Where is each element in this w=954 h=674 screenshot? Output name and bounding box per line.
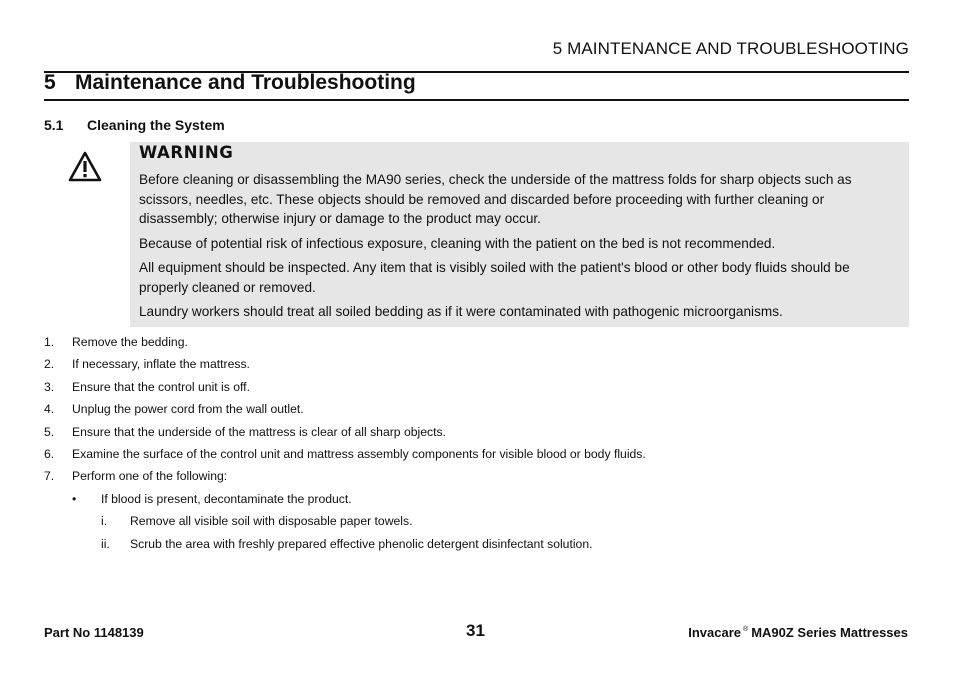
substep-item: [44, 510, 914, 532]
warning-box: [130, 142, 909, 327]
step-text: Ensure that the control unit is off.: [72, 379, 250, 394]
section-title: Cleaning the System: [87, 117, 225, 133]
footer-brand: Invacare: [688, 625, 742, 640]
footer-product-name: MA90Z Series Mattresses: [751, 625, 908, 640]
list-item: [44, 443, 914, 465]
step-text: Ensure that the underside of the mattress is clear of all sharp objects.: [72, 424, 446, 439]
procedure-steps: [44, 331, 914, 555]
step-number: 1.: [44, 335, 55, 349]
bullet-item: [44, 488, 914, 510]
warning-paragraph: Laundry workers should treat all soiled bedding as if it were contaminated with pathogenic microorganisms.: [139, 304, 783, 319]
step-text: If necessary, inflate the mattress.: [72, 357, 250, 372]
list-item: [44, 376, 914, 398]
step-number: 3.: [44, 379, 55, 394]
substep-number: i.: [101, 514, 108, 529]
chapter-number: 5: [44, 71, 56, 94]
footer-page-number: 31: [466, 621, 485, 640]
bullet-text: If blood is present, decontaminate the product.: [101, 491, 352, 506]
footer-product: [688, 625, 908, 640]
step-number: 6.: [44, 446, 55, 461]
list-item: [44, 398, 914, 420]
section-heading: [44, 117, 225, 133]
step-text: Remove the bedding.: [72, 335, 188, 349]
substep-number: ii.: [101, 536, 110, 551]
step-text: Unplug the power cord from the wall outlet.: [72, 402, 304, 417]
registered-mark: ®: [743, 626, 749, 633]
chapter-heading: [44, 71, 416, 95]
warning-triangle-icon: [68, 151, 102, 182]
warning-paragraph: Before cleaning or disassembling the MA90 series, check the underside of the mattress folds for sharp objects such as scissors, needles, etc. These objects should be removed and discarded before proceeding with further cleaning or disassembly; otherwise injury or damage to the product may occur.: [139, 172, 852, 226]
warning-paragraph: Because of potential risk of infectious exposure, cleaning with the patient on the bed is not recommended.: [139, 235, 776, 251]
warning-paragraph: All equipment should be inspected. Any item that is visibly soiled with the patient's blood or other body fluids should be properly cleaned or removed.: [139, 260, 850, 295]
header-rule-bottom: [44, 99, 909, 101]
warning-title: WARNING: [139, 143, 234, 162]
running-header: 5 MAINTENANCE AND TROUBLESHOOTING: [552, 39, 909, 58]
substep-text: Scrub the area with freshly prepared effective phenolic detergent disinfectant solution.: [130, 536, 593, 551]
step-number: 5.: [44, 424, 55, 439]
chapter-title: Maintenance and Troubleshooting: [75, 71, 416, 94]
list-item: [44, 465, 914, 487]
step-number: 7.: [44, 469, 55, 484]
step-text: Perform one of the following:: [72, 469, 228, 484]
list-item: [44, 421, 914, 443]
step-text: Examine the surface of the control unit and mattress assembly components for visible blood or body fluids.: [72, 446, 646, 461]
step-number: 4.: [44, 402, 55, 417]
footer-part-number: Part No 1148139: [44, 625, 144, 640]
section-number: 5.1: [44, 117, 64, 133]
list-item: [44, 331, 914, 353]
bullet-marker: •: [72, 491, 77, 506]
substep-text: Remove all visible soil with disposable paper towels.: [130, 514, 413, 529]
step-number: 2.: [44, 357, 55, 372]
list-item: [44, 353, 914, 375]
substep-item: [44, 533, 914, 555]
